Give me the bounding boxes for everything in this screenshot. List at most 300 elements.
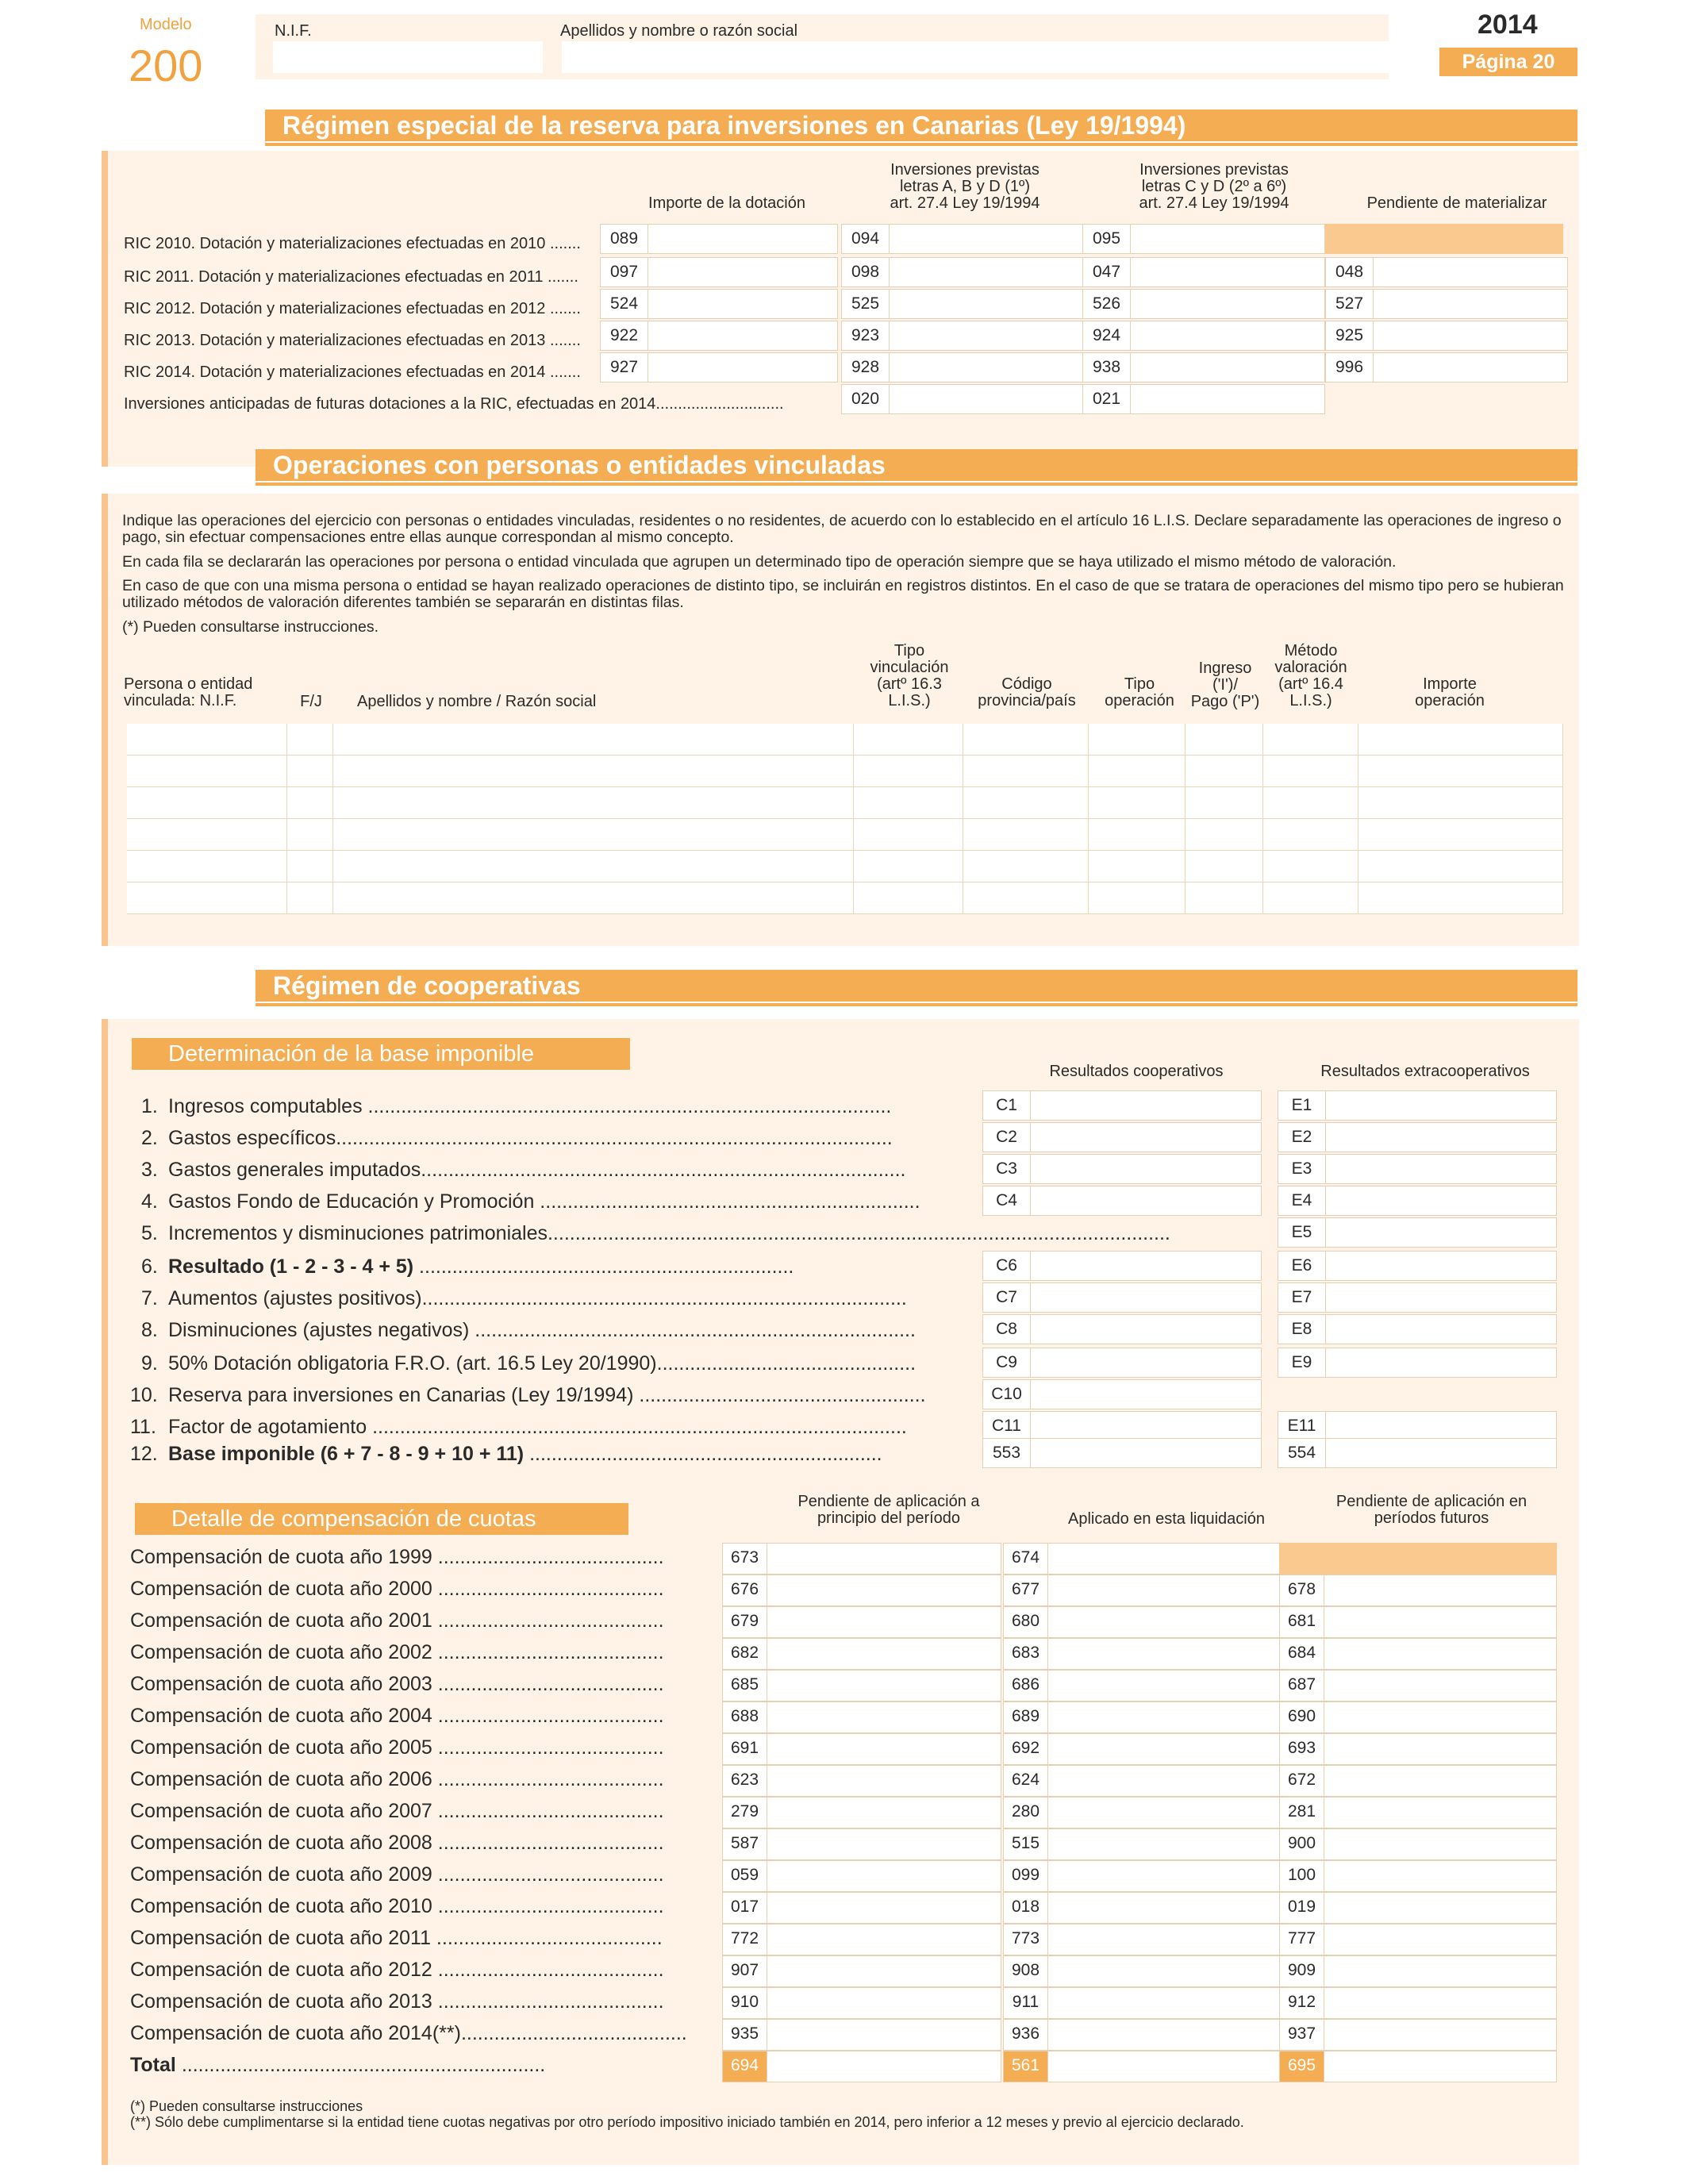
coop-row-label [168, 1443, 882, 1466]
vinc-col-metodo: Método valoración (artº 16.4 L.I.S.) [1274, 642, 1347, 709]
coop-e-code: E9 [1278, 1348, 1326, 1377]
coop-e-field[interactable] [1278, 1217, 1557, 1248]
vinc-table-cell[interactable] [1358, 851, 1563, 882]
vinc-col-codigo: Código provincia/país [978, 675, 1076, 709]
coop-row-number: 12. [130, 1443, 158, 1465]
base-subtitle: Determinación de la base imponible [132, 1038, 630, 1070]
vinc-table-cell[interactable] [1263, 851, 1358, 882]
coop-e-code: E7 [1278, 1283, 1326, 1312]
vinc-table-cell[interactable] [1186, 819, 1263, 851]
vinc-col-importe: Importe operación [1415, 675, 1485, 709]
comp-total-a-field[interactable] [722, 2051, 1001, 2082]
comp-a-field[interactable] [722, 1892, 1001, 1924]
coop-c-field[interactable] [982, 1090, 1262, 1121]
comp-b-code: 674 [1004, 1544, 1048, 1574]
ric-col-pendiente: Pendiente de materializar [1366, 194, 1547, 212]
vinc-table-cell[interactable] [854, 787, 963, 819]
vinc-table-cell[interactable] [963, 819, 1089, 851]
comp-row-label: Compensación de cuota año 2002 ......................................... [130, 1641, 664, 1663]
comp-c-field[interactable] [1279, 1606, 1557, 1638]
coop-row-text: Resultado (1 - 2 - 3 - 4 + 5) [168, 1255, 414, 1278]
coop-row-text: 50% Dotación obligatoria F.R.O. (art. 16.5 Ley 20/1990)............................................... [168, 1352, 917, 1375]
comp-c-field[interactable] [1279, 1765, 1557, 1797]
ric-anticipadas-label: Inversiones anticipadas de futuras dotaciones a la RIC, efectuadas en 2014............................. [124, 395, 784, 413]
comp-b-field[interactable] [1003, 1670, 1282, 1701]
ric-c2-code: 094 [842, 225, 890, 253]
vinc-table-cell[interactable] [963, 882, 1089, 914]
vinc-table-cell[interactable] [1263, 882, 1358, 914]
coop-row-number: 2. [141, 1127, 158, 1149]
comp-a-field[interactable] [722, 1638, 1001, 1670]
comp-row-label: Compensación de cuota año 2011 ......................................... [130, 1927, 663, 1949]
comp-c-field[interactable] [1279, 1955, 1557, 1987]
comp-c-field[interactable] [1279, 1701, 1557, 1733]
vinc-table-cell[interactable] [287, 882, 333, 914]
ric-c1-field[interactable] [600, 321, 838, 351]
ric-col-abd: Inversiones previstas letras A, B y D (1º) art. 27.4 Ley 19/1994 [890, 161, 1040, 212]
vinc-table-cell[interactable] [333, 882, 854, 914]
coop-e-code: E8 [1278, 1315, 1326, 1344]
vinc-table-cell[interactable] [1186, 724, 1263, 756]
comp-b-field[interactable] [1003, 1606, 1282, 1638]
comp-b-field[interactable] [1003, 1575, 1282, 1606]
ric-c1-field[interactable] [600, 224, 838, 254]
ric-c3-field[interactable] [1082, 321, 1325, 351]
coop-row-label [168, 1319, 916, 1342]
vinc-table-cell[interactable] [854, 756, 963, 787]
comp-row-label: Compensación de cuota año 2010 ......................................... [130, 1895, 664, 1917]
vinc-table-cell[interactable] [287, 787, 333, 819]
coop-c-code: C10 [983, 1380, 1031, 1409]
coop-c-field[interactable] [982, 1438, 1262, 1468]
ric-c3-code: 938 [1083, 353, 1131, 382]
comp-b-field[interactable] [1003, 1924, 1282, 1955]
ric-row-label: RIC 2010. Dotación y materializaciones efectuadas en 2010 ....... [124, 235, 581, 252]
vinc-table-cell[interactable] [854, 882, 963, 914]
comp-row-label: Compensación de cuota año 2013 ......................................... [130, 1990, 664, 2013]
comp-c-field[interactable] [1279, 1638, 1557, 1670]
comp-c-field[interactable] [1279, 2019, 1557, 2051]
comp-c-code: 678 [1280, 1575, 1324, 1605]
comp-b-field[interactable] [1003, 1733, 1282, 1765]
comp-b-field[interactable] [1003, 1987, 1282, 2019]
coop-c-field[interactable] [982, 1186, 1262, 1216]
coop-e-field[interactable] [1278, 1314, 1557, 1344]
comp-a-field[interactable] [722, 1797, 1001, 1828]
name-label: Apellidos y nombre o razón social [560, 22, 798, 40]
comp-c-code: 912 [1280, 1988, 1324, 2018]
comp-b-field[interactable] [1003, 1701, 1282, 1733]
coop-row-text: Incrementos y disminuciones patrimoniales................................................................................................................. [168, 1222, 1170, 1244]
comp-b-code: 018 [1004, 1893, 1048, 1923]
vinc-table-cell[interactable] [963, 756, 1089, 787]
comp-a-field[interactable] [722, 1765, 1001, 1797]
coop-row-label [168, 1095, 891, 1118]
ric-c2-field[interactable] [841, 257, 1084, 287]
comp-c-field[interactable] [1279, 1892, 1557, 1924]
ric-c2-field[interactable] [841, 321, 1084, 351]
comp-b-field[interactable] [1003, 1765, 1282, 1797]
comp-c-field[interactable] [1279, 1924, 1557, 1955]
comp-c-code: 681 [1280, 1607, 1324, 1637]
comp-c-code: 019 [1280, 1893, 1324, 1923]
comp-col-pend-fut: Pendiente de aplicación en períodos futuros [1335, 1493, 1528, 1527]
coop-e-code: 554 [1278, 1439, 1326, 1467]
ric-c3-code: 047 [1083, 258, 1131, 286]
nif-field[interactable] [273, 41, 543, 73]
comp-c-field[interactable] [1279, 1828, 1557, 1860]
comp-c-field[interactable] [1279, 1670, 1557, 1701]
coop-row-label [168, 1190, 920, 1213]
coop-col-extra: Resultados extracooperativos [1320, 1063, 1530, 1080]
vinc-table-cell[interactable] [1089, 724, 1186, 756]
ric-anticipadas-c3-code: 021 [1083, 385, 1131, 413]
comp-row-label: Compensación de cuota año 2005 ......................................... [130, 1736, 664, 1759]
coop-e-field[interactable] [1278, 1154, 1557, 1184]
comp-b-code: 692 [1004, 1734, 1048, 1764]
ric-c4-field[interactable] [1325, 257, 1568, 287]
coop-row-number: 1. [141, 1095, 158, 1117]
comp-b-code: 911 [1004, 1988, 1048, 2018]
vinc-table-cell[interactable] [1358, 724, 1563, 756]
coop-c-field[interactable] [982, 1314, 1262, 1344]
vinculadas-p3: En caso de que con una misma persona o entidad se hayan realizado operaciones de distinto tipo, se incluirán en registros distintos. En el caso de que se tratara de operaciones del mismo tipo pero se hubieran utilizado métodos de valoración diferentes también se separarán en distintas filas. [122, 577, 1564, 611]
modelo-label: Modelo [140, 16, 192, 33]
vinc-col-nif: Persona o entidad vinculada: N.I.F. [124, 675, 253, 709]
vinc-table-cell[interactable] [1186, 851, 1263, 882]
page-number-badge: Página 20 [1439, 48, 1577, 76]
coop-e-field[interactable] [1278, 1282, 1557, 1313]
nif-label: N.I.F. [275, 22, 312, 40]
comp-a-code: 679 [723, 1607, 767, 1637]
ric-row-label: RIC 2013. Dotación y materializaciones efectuadas en 2013 ....... [124, 332, 581, 349]
comp-c-code: 281 [1280, 1798, 1324, 1828]
comp-a-field[interactable] [722, 2019, 1001, 2051]
vinc-table-cell[interactable] [963, 851, 1089, 882]
coop-c-field[interactable] [982, 1282, 1262, 1313]
coop-e-code: E11 [1278, 1412, 1326, 1440]
vinc-table-cell[interactable] [1358, 756, 1563, 787]
vinc-table-cell[interactable] [1089, 787, 1186, 819]
vinc-table-cell[interactable] [854, 819, 963, 851]
comp-row-label: Compensación de cuota año 2006 ......................................... [130, 1768, 664, 1790]
comp-a-code: 017 [723, 1893, 767, 1923]
coop-row-number: 5. [141, 1222, 158, 1244]
coop-c-field[interactable] [982, 1122, 1262, 1152]
comp-a-field[interactable] [722, 1701, 1001, 1733]
coop-e-field[interactable] [1278, 1122, 1557, 1152]
ric-c3-field[interactable] [1082, 289, 1325, 319]
vinc-table-cell[interactable] [127, 819, 287, 851]
ric-c1-field[interactable] [600, 352, 838, 383]
ric-c2-field[interactable] [841, 352, 1084, 383]
comp-row-label: Compensación de cuota año 2007 ......................................... [130, 1800, 664, 1822]
comp-a-field[interactable] [722, 1860, 1001, 1892]
year: 2014 [1478, 10, 1538, 40]
vinc-table-cell[interactable] [963, 724, 1089, 756]
coop-c-code: C6 [983, 1252, 1031, 1280]
vinc-table-cell[interactable] [854, 851, 963, 882]
comp-c-field[interactable] [1279, 1797, 1557, 1828]
ric-c1-code: 097 [601, 258, 648, 286]
ric-c3-code: 095 [1083, 225, 1131, 253]
ric-c3-field[interactable] [1082, 224, 1325, 254]
vinc-table-cell[interactable] [333, 819, 854, 851]
coop-row-number: 3. [141, 1159, 158, 1181]
comp-b-field[interactable] [1003, 1860, 1282, 1892]
ric-c1-code: 089 [601, 225, 648, 253]
vinc-table-cell[interactable] [333, 724, 854, 756]
comp-b-field[interactable] [1003, 1892, 1282, 1924]
ric-col-dotacion: Importe de la dotación [648, 194, 805, 212]
ric-row-label: RIC 2014. Dotación y materializaciones efectuadas en 2014 ....... [124, 363, 581, 381]
ric-c2-field[interactable] [841, 224, 1084, 254]
comp-a-code: 059 [723, 1861, 767, 1891]
ric-anticipadas-c2-field[interactable] [841, 384, 1084, 414]
comp-c-code: 672 [1280, 1766, 1324, 1796]
coop-row-number: 10. [130, 1384, 158, 1406]
ric-c4-code: 048 [1326, 258, 1374, 286]
ric-c3-field[interactable] [1082, 257, 1325, 287]
comp-a-field[interactable] [722, 1606, 1001, 1638]
comp-a-code: 673 [723, 1544, 767, 1574]
vinc-col-tipo-op: Tipo operación [1105, 675, 1174, 709]
coop-row-label [168, 1352, 916, 1375]
comp-a-code: 935 [723, 2020, 767, 2050]
vinc-table-cell[interactable] [333, 851, 854, 882]
vinc-table-cell[interactable] [1263, 819, 1358, 851]
name-field[interactable] [562, 41, 1406, 73]
comp-a-field[interactable] [722, 1955, 1001, 1987]
coop-e-code: E4 [1278, 1186, 1326, 1215]
comp-b-code: 280 [1004, 1798, 1048, 1828]
ric-c2-code: 098 [842, 258, 890, 286]
comp-c-field[interactable] [1279, 1987, 1557, 2019]
comp-row-label: Compensación de cuota año 2003 ......................................... [130, 1673, 664, 1695]
vinc-table-cell[interactable] [1186, 756, 1263, 787]
comp-total-b-field[interactable] [1003, 2051, 1282, 2082]
ric-c1-field[interactable] [600, 257, 838, 287]
comp-b-field[interactable] [1003, 1638, 1282, 1670]
coop-row-number: 8. [141, 1319, 158, 1341]
coop-c-code: C7 [983, 1283, 1031, 1312]
coop-row-label [168, 1222, 1170, 1245]
ric-c4-field[interactable] [1325, 321, 1568, 351]
vinc-table-cell[interactable] [127, 724, 287, 756]
coop-row-dots: ................................................................ [524, 1443, 882, 1465]
comp-a-code: 623 [723, 1766, 767, 1796]
comp-c-code: 690 [1280, 1702, 1324, 1732]
comp-a-field[interactable] [722, 1733, 1001, 1765]
footnote-1: (*) Pueden consultarse instrucciones [130, 2098, 363, 2114]
coop-e-field[interactable] [1278, 1411, 1557, 1441]
ric-c1-field[interactable] [600, 289, 838, 319]
comp-row-label: Compensación de cuota año 2004 ......................................... [130, 1705, 664, 1727]
coop-e-code: E1 [1278, 1091, 1326, 1120]
coop-c-code: C4 [983, 1186, 1031, 1215]
coop-row-label [168, 1416, 907, 1439]
ric-c3-code: 526 [1083, 290, 1131, 318]
coop-c-field[interactable] [982, 1251, 1262, 1281]
vinc-col-nombre: Apellidos y nombre / Razón social [357, 693, 597, 710]
ric-c1-code: 927 [601, 353, 648, 382]
comp-row-label: Compensación de cuota año 1999 ......................................... [130, 1546, 664, 1568]
ric-c4-field[interactable] [1325, 352, 1568, 383]
comp-b-field[interactable] [1003, 1955, 1282, 1987]
coop-c-code: C11 [983, 1412, 1031, 1440]
comp-a-code: 676 [723, 1575, 767, 1605]
ric-c1-code: 922 [601, 321, 648, 350]
coop-c-field[interactable] [982, 1348, 1262, 1378]
vinc-table-cell[interactable] [127, 756, 287, 787]
comp-c-field[interactable] [1279, 1860, 1557, 1892]
ric-c2-code: 928 [842, 353, 890, 382]
ric-section-title: Régimen especial de la reserva para inversiones en Canarias (Ley 19/1994) [265, 110, 1577, 141]
coop-row-label [168, 1384, 926, 1407]
vinc-table-cell[interactable] [127, 787, 287, 819]
coop-row-number: 9. [141, 1352, 158, 1375]
vinc-table-cell[interactable] [1358, 882, 1563, 914]
comp-b-code: 624 [1004, 1766, 1048, 1796]
vinc-table-cell[interactable] [1186, 882, 1263, 914]
comp-a-code: 587 [723, 1829, 767, 1859]
comp-row-label: Compensación de cuota año 2009 ......................................... [130, 1863, 664, 1886]
coop-col-coop: Resultados cooperativos [1049, 1063, 1224, 1080]
comp-b-field[interactable] [1003, 1797, 1282, 1828]
comp-a-code: 688 [723, 1702, 767, 1732]
coop-c-code: C8 [983, 1315, 1031, 1344]
coop-e-code: E2 [1278, 1123, 1326, 1152]
vinc-table-cell[interactable] [127, 851, 287, 882]
vinc-table-cell[interactable] [287, 819, 333, 851]
vinc-table-cell[interactable] [333, 787, 854, 819]
vinc-table-cell[interactable] [287, 851, 333, 882]
comp-a-code: 691 [723, 1734, 767, 1764]
coop-e-field[interactable] [1278, 1186, 1557, 1216]
comp-a-field[interactable] [722, 1987, 1001, 2019]
coop-row-number: 11. [130, 1416, 156, 1438]
vinc-col-ingreso: Ingreso ('I')/ Pago ('P') [1190, 659, 1260, 710]
coop-c-code: C9 [983, 1348, 1031, 1377]
comp-c-blocked [1279, 1543, 1557, 1575]
comp-a-field[interactable] [722, 1828, 1001, 1860]
vinc-table-cell[interactable] [1263, 787, 1358, 819]
coop-row-dots: .................................................................... [413, 1255, 794, 1278]
coop-e-field[interactable] [1278, 1251, 1557, 1281]
comp-b-code: 683 [1004, 1639, 1048, 1669]
coop-e-field[interactable] [1278, 1438, 1557, 1468]
comp-b-field[interactable] [1003, 1543, 1282, 1575]
coop-row-text: Aumentos (ajustes positivos)........................................................................................ [168, 1287, 907, 1309]
comp-b-code: 689 [1004, 1702, 1048, 1732]
comp-c-field[interactable] [1279, 1733, 1557, 1765]
ric-c4-code: 925 [1326, 321, 1374, 350]
vinc-table-cell[interactable] [287, 756, 333, 787]
vinc-table-cell[interactable] [333, 756, 854, 787]
comp-b-code: 686 [1004, 1671, 1048, 1701]
comp-a-field[interactable] [722, 1924, 1001, 1955]
comp-row-label: Compensación de cuota año 2014(**)......................................... [130, 2022, 687, 2044]
comp-a-code: 907 [723, 1956, 767, 1986]
ric-anticipadas-c3-field[interactable] [1082, 384, 1325, 414]
vinculadas-section-title: Operaciones con personas o entidades vinculadas [256, 449, 1577, 481]
comp-col-pend-ini: Pendiente de aplicación a principio del período [797, 1493, 980, 1527]
coop-row-text: Base imponible (6 + 7 - 8 - 9 + 10 + 11) [168, 1443, 525, 1465]
comp-b-code: 936 [1004, 2020, 1048, 2050]
ric-c2-code: 525 [842, 290, 890, 318]
coop-c-code: C1 [983, 1091, 1031, 1120]
coop-c-field[interactable] [982, 1379, 1262, 1409]
coop-c-field[interactable] [982, 1411, 1262, 1441]
ric-c1-code: 524 [601, 290, 648, 318]
ric-pendiente-blocked [1325, 224, 1563, 254]
coop-row-text: Reserva para inversiones en Canarias (Ley 19/1994) .................................................... [168, 1384, 926, 1406]
vinc-table-cell[interactable] [963, 787, 1089, 819]
comp-total-text: Total [130, 2054, 176, 2076]
coop-e-field[interactable] [1278, 1090, 1557, 1121]
coop-e-code: E6 [1278, 1252, 1326, 1280]
comp-subtitle: Detalle de compensación de cuotas [135, 1503, 628, 1535]
vinc-table-cell[interactable] [1089, 851, 1186, 882]
coop-e-field[interactable] [1278, 1348, 1557, 1378]
vinc-table-cell[interactable] [1263, 756, 1358, 787]
vinculadas-p2: En cada fila se declararán las operaciones por persona o entidad vinculada que agrupen un determinado tipo de operación siempre que se haya utilizado el mismo método de valoración. [122, 553, 1397, 571]
coop-row-text: Ingresos computables ............................................................................................... [168, 1095, 892, 1117]
vinc-table-cell[interactable] [854, 724, 963, 756]
vinc-table-cell[interactable] [1358, 787, 1563, 819]
vinc-table-cell[interactable] [1089, 756, 1186, 787]
ric-row-label: RIC 2012. Dotación y materializaciones efectuadas en 2012 ....... [124, 300, 581, 317]
coop-row-number: 7. [141, 1287, 158, 1309]
comp-b-field[interactable] [1003, 1828, 1282, 1860]
vinc-col-fj: F/J [300, 693, 322, 710]
coop-row-label [168, 1159, 905, 1182]
vinc-table-cell[interactable] [1089, 819, 1186, 851]
vinc-table-cell[interactable] [1358, 819, 1563, 851]
comp-total-c-field[interactable] [1279, 2051, 1557, 2082]
comp-a-code: 685 [723, 1671, 767, 1701]
comp-total-dots: .................................................................. [175, 2054, 546, 2076]
vinc-table-cell[interactable] [127, 882, 287, 914]
comp-row-label: Compensación de cuota año 2001 ......................................... [130, 1609, 664, 1632]
ric-c4-code: 527 [1326, 290, 1374, 318]
coop-row-label [168, 1287, 907, 1310]
comp-c-code: 937 [1280, 2020, 1324, 2050]
ric-c4-field[interactable] [1325, 289, 1568, 319]
comp-total-c-code: 695 [1280, 2051, 1324, 2082]
ric-c3-field[interactable] [1082, 352, 1325, 383]
coop-row-text: Factor de agotamiento ................................................................................................. [168, 1416, 907, 1438]
comp-b-field[interactable] [1003, 2019, 1282, 2051]
ric-anticipadas-c2-code: 020 [842, 385, 890, 413]
coop-row-number: 6. [141, 1255, 158, 1278]
comp-c-field[interactable] [1279, 1575, 1557, 1606]
comp-total-label [130, 2054, 545, 2077]
coop-c-field[interactable] [982, 1154, 1262, 1184]
coop-row-text: Disminuciones (ajustes negativos) ................................................................................ [168, 1319, 916, 1341]
comp-a-field[interactable] [722, 1543, 1001, 1575]
vinc-table-cell[interactable] [1089, 882, 1186, 914]
comp-a-code: 279 [723, 1798, 767, 1828]
comp-a-field[interactable] [722, 1670, 1001, 1701]
vinc-table-cell[interactable] [1186, 787, 1263, 819]
vinc-table-cell[interactable] [1263, 724, 1358, 756]
coop-row-number: 4. [141, 1190, 158, 1213]
comp-b-code: 677 [1004, 1575, 1048, 1605]
ric-c2-field[interactable] [841, 289, 1084, 319]
vinc-table-cell[interactable] [287, 724, 333, 756]
comp-a-field[interactable] [722, 1575, 1001, 1606]
